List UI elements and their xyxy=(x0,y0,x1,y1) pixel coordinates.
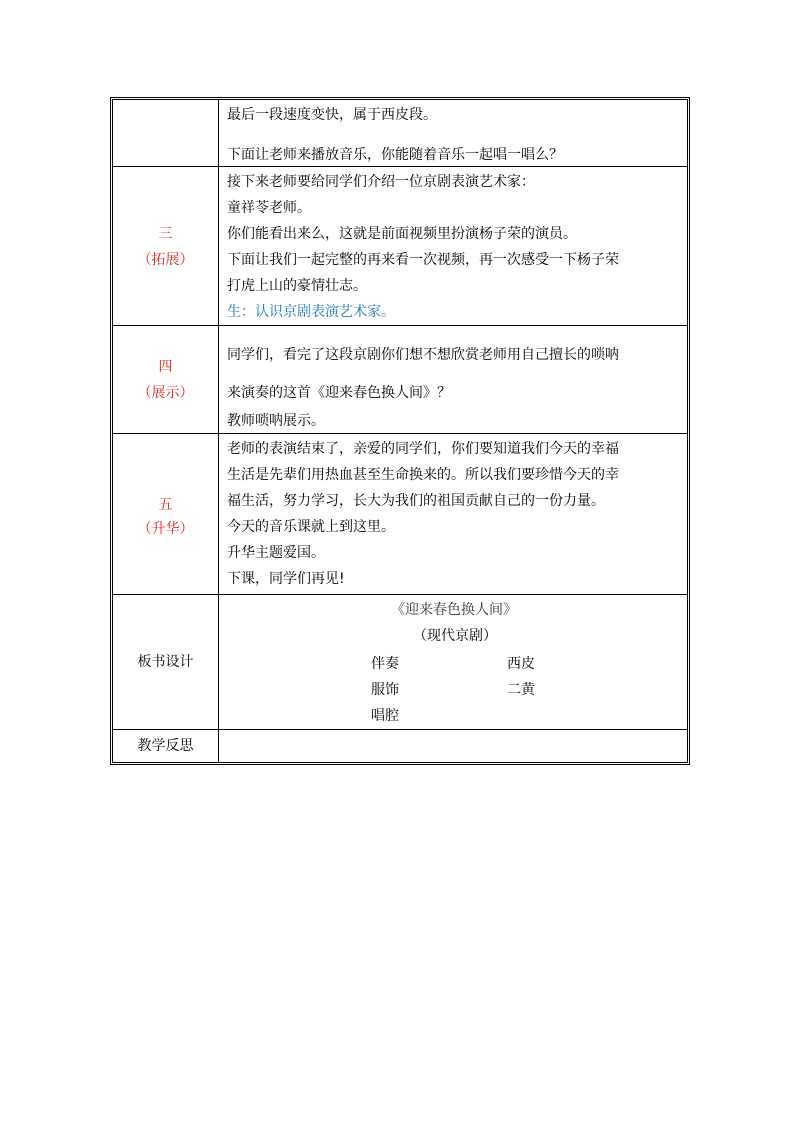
board-item: 伴奏 xyxy=(371,656,399,672)
text-line: 生活是先辈们用热血甚至生命换来的。所以我们要珍惜今天的幸 xyxy=(227,467,619,483)
text-line: 下面让我们一起完整的再来看一次视频，再一次感受一下杨子荣 xyxy=(227,252,619,268)
text-line: 接下来老师要给同学们介绍一位京剧表演艺术家： xyxy=(227,174,535,190)
text-line: 同学们，看完了这段京剧你们想不想欣赏老师用自己擅长的唢呐 xyxy=(227,347,619,363)
board-title: 《迎来春色换人间》 xyxy=(391,602,517,618)
text-line: 打虎上山的豪情壮志。 xyxy=(227,278,367,294)
table-row xyxy=(113,730,687,762)
text-line: 你们能看出来么，这就是前面视频里扮演杨子荣的演员。 xyxy=(227,226,577,242)
board-design-label: 板书设计 xyxy=(137,654,194,670)
text-line: 童祥苓老师。 xyxy=(227,200,311,216)
section-number: 五 xyxy=(158,497,173,513)
board-item: 唱腔 xyxy=(371,708,399,724)
section-title: （升华） xyxy=(137,521,194,537)
text-line: 最后一段速度变快，属于西皮段。 xyxy=(227,107,437,123)
text-line: 老师的表演结束了，亲爱的同学们，你们要知道我们今天的幸福 xyxy=(227,441,619,457)
lesson-plan-table xyxy=(110,97,690,765)
text-line: 今天的音乐课就上到这里。 xyxy=(227,519,395,535)
board-item: 西皮 xyxy=(507,656,535,672)
table-row xyxy=(113,326,687,434)
board-item: 二黄 xyxy=(507,682,535,698)
board-item: 服饰 xyxy=(371,682,399,698)
section-title: （拓展） xyxy=(137,252,194,268)
student-activity: 生：认识京剧表演艺术家。 xyxy=(227,304,395,320)
text-line: 下面让老师来播放音乐，你能随着音乐一起唱一唱么？ xyxy=(227,147,563,163)
section-title: （展示） xyxy=(137,385,194,401)
text-line: 下课，同学们再见! xyxy=(227,571,345,587)
table-row xyxy=(113,100,687,167)
text-line: 教师唢呐展示。 xyxy=(227,413,325,429)
text-line: 升华主题爱国。 xyxy=(227,545,325,561)
board-subtitle: （现代京剧） xyxy=(413,628,497,644)
text-line: 福生活，努力学习，长大为我们的祖国贡献自己的一份力量。 xyxy=(227,493,605,509)
teaching-reflection-label: 教学反思 xyxy=(137,738,194,754)
table-row xyxy=(113,167,687,326)
table-row xyxy=(113,595,687,730)
text-line: 来演奏的这首《迎来春色换人间》？ xyxy=(227,385,451,401)
section-number: 四 xyxy=(158,359,173,375)
table-row xyxy=(113,434,687,595)
section-number: 三 xyxy=(158,226,173,242)
